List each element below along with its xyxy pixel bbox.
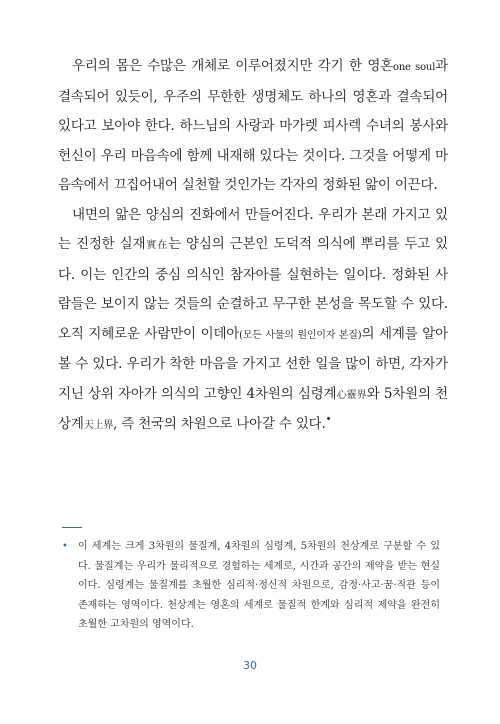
paragraph-2-part-3: 는 양심의 근본인 도덕적 의식에 뿌리를 두고 있다. 이는 인간의 중심 의식인 참자아를 실현하는 일이다. 정화된 사람들은 보이지 않는 것들의 순결하고 무구한 본성을 목도할 수 있다. 오직 지혜로운 사람만이 이데아	[58, 236, 448, 342]
footnote-reference-mark[interactable]: •	[325, 414, 332, 426]
hanja-annotation-cheonsanggye: 天上界	[83, 420, 114, 431]
paragraph-1-part-3: 과 결속되어 있듯이, 우주의 무한한 생명체도 하나의 영혼과 결속되어 있다고 보아야 한다. 하느님의 사랑과 마가렛 피사렉 수녀의 봉사와 헌신이 우리 마음속에 함께 내재해 있다는 것이다. 그것을 어떻게 마음속에서 끄집어내어 실천할 것인가는 각자의 정화된 앎이 이끈다.	[58, 58, 449, 193]
footnote-bullet: •	[62, 541, 68, 552]
hanja-annotation-simryeonggye: 心靈界	[336, 389, 367, 401]
idea-annotation: (모든 사물의 원인이자 본질)	[239, 329, 362, 341]
paragraph-2	[58, 201, 448, 441]
main-text	[58, 52, 448, 441]
footnote-divider	[62, 527, 82, 528]
page-number: 30	[243, 659, 257, 672]
paragraph-2-part-9: , 즉 천국의 차원으로 나아갈 수 있다.	[113, 416, 326, 432]
paragraph-2-part-5: 의 세계를 알아볼 수 있다. 우리가 착한 마음을 가지고 선한 일을 많이 하면, 각자가 지닌 상위 자아가 의식의 고향인 4차원의 심령계	[58, 325, 448, 402]
footnote	[62, 537, 440, 635]
paragraph-1-part-1: 우리의 몸은 수많은 개체로 이루어졌지만 각기 한 영혼	[72, 58, 393, 74]
paragraph-2-part-1: 내면의 앎은 양심의 진화에서 만들어진다. 우리가 본래 가지고 있는 진정한 실재	[58, 206, 448, 252]
footnote-text: 이 세계는 크게 3차원의 물질계, 4차원의 심령계, 5차원의 천상계로 구분할 수 있다. 물질계는 우리가 물리적으로 경험하는 세계로, 시간과 공간의 제약을 받는 현실이다. 심령계는 물질계를 초월한 심리적·정신적 차원으로, 감정·사고·꿈·직관 등이 존재하는 영역이다. 천상계는 영혼의 세계로 물질적 한계와 심리적 제약을 완전히 초월한 고차원의 영역이다.	[78, 541, 440, 630]
hanja-annotation-silje: 實在	[145, 240, 169, 251]
paragraph-2-part-7: 와 5차원의 천상계	[58, 385, 449, 432]
paragraph-1	[58, 52, 448, 201]
paragraph-1-annotation: one soul	[393, 62, 436, 73]
